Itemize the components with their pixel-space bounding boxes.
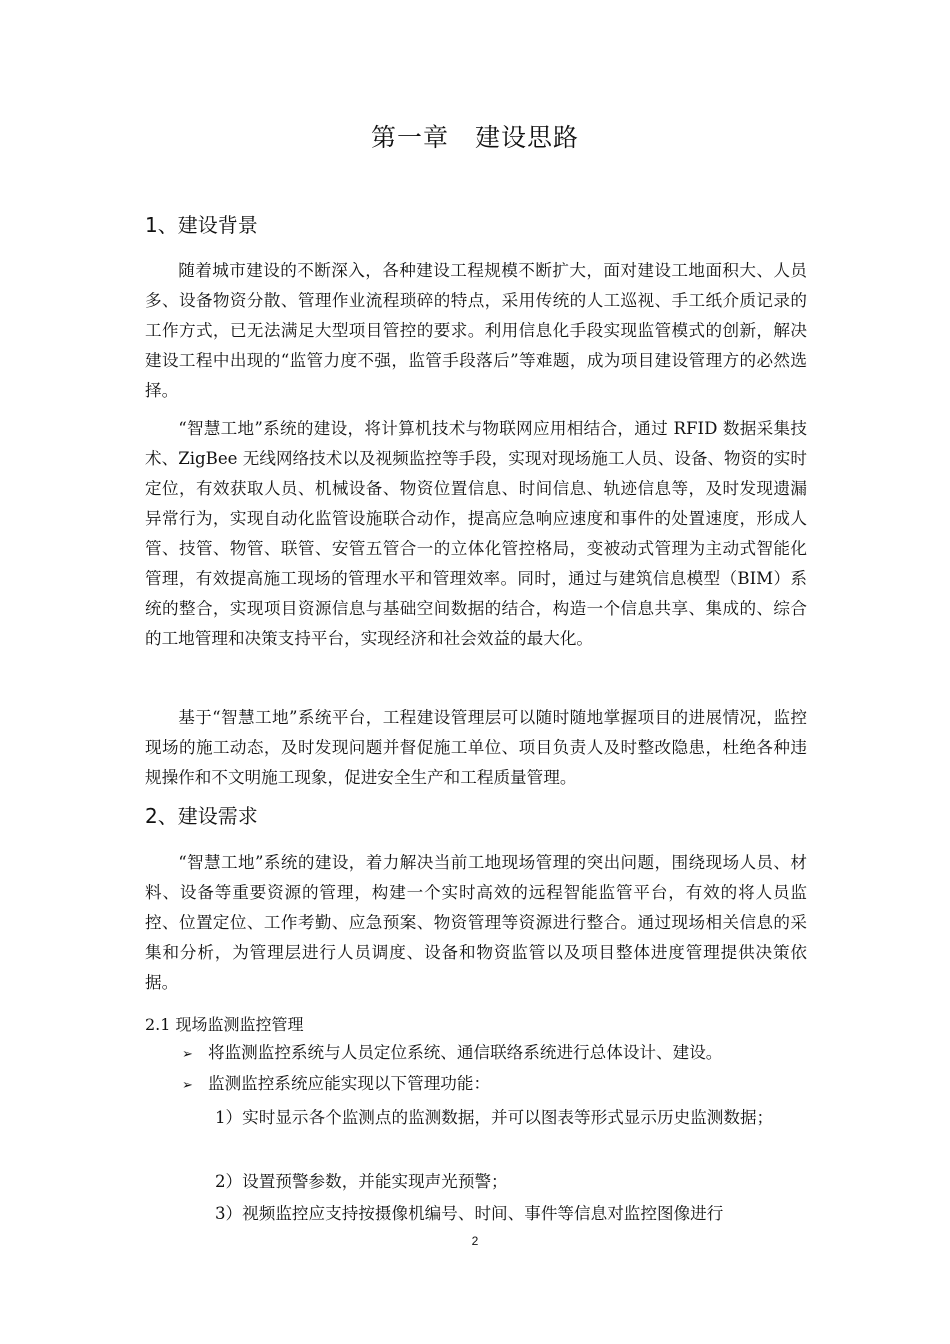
arrow-bullet-icon: ➢ <box>182 1047 193 1062</box>
page-number: 2 <box>471 1234 479 1248</box>
subsection-heading: 2.1 现场监测监控管理 <box>145 1015 304 1034</box>
paragraph-background-2: “智慧工地”系统的建设，将计算机技术与物联网应用相结合，通过 RFID 数据采集技术、ZigBee 无线网络技术以及视频监控等手段，实现对现场施工人员、设备、物资的实时定位，有效获取人员、机械设备、物资位置信息、时间信息、轨迹信息等，及时发现遗漏异常行为，实现自动化监管设施联合动作，提高应急响应速度和事件的处置速度，形成人管、技管、物管、联管、安管五管合一的立体化管控格局，变被动式管理为主动式智能化管理，有效提高施工现场的管理水平和管理效率。同时，通过与建筑信息模型（BIM）系统的整合，实现项目资源信息与基础空间数据的结合，构造一个信息共享、集成的、综合的工地管理和决策支持平台，实现经济和社会效益的最大化。 <box>145 419 807 648</box>
paragraph-background-3: 基于“智慧工地”系统平台，工程建设管理层可以随时随地掌握项目的进展情况，监控现场的施工动态，及时发现问题并督促施工单位、项目负责人及时整改隐患，杜绝各种违规操作和不文明施工现象，促进安全生产和工程质量管理。 <box>145 708 807 787</box>
paragraph-requirements: “智慧工地”系统的建设，着力解决当前工地现场管理的突出问题，围绕现场人员、材料、设备等重要资源的管理，构建一个实时高效的远程智能监管平台，有效的将人员监控、位置定位、工作考勤、应急预案、物资管理等资源进行整合。通过现场相关信息的采集和分析，为管理层进行人员调度、设备和物资监管以及项目整体进度管理提供决策依据。 <box>145 853 807 992</box>
section-heading-requirements: 2、建设需求 <box>145 804 258 828</box>
bullet-text: 监测监控系统应能实现以下管理功能： <box>208 1074 491 1093</box>
bullet-item <box>182 1038 807 1070</box>
chapter-title: 第一章 建设思路 <box>370 123 579 152</box>
numbered-item-1: 1）实时显示各个监测点的监测数据，并可以图表等形式显示历史监测数据； <box>215 1108 774 1127</box>
bullet-text: 将监测监控系统与人员定位系统、通信联络系统进行总体设计、建设。 <box>208 1043 723 1062</box>
bullet-item <box>182 1069 807 1101</box>
section-heading-background: 1、建设背景 <box>145 213 258 237</box>
numbered-item-2: 2）设置预警参数，并能实现声光预警； <box>215 1172 508 1191</box>
arrow-bullet-icon: ➢ <box>182 1078 193 1093</box>
paragraph-background-1: 随着城市建设的不断深入，各种建设工程规模不断扩大，面对建设工地面积大、人员多、设备物资分散、管理作业流程琐碎的特点，采用传统的人工巡视、手工纸介质记录的工作方式，已无法满足大型项目管控的要求。利用信息化手段实现监管模式的创新，解决建设工程中出现的“监管力度不强，监管手段落后”等难题，成为项目建设管理方的必然选择。 <box>145 261 807 400</box>
numbered-item-3: 3）视频监控应支持按摄像机编号、时间、事件等信息对监控图像进行 <box>215 1204 724 1223</box>
